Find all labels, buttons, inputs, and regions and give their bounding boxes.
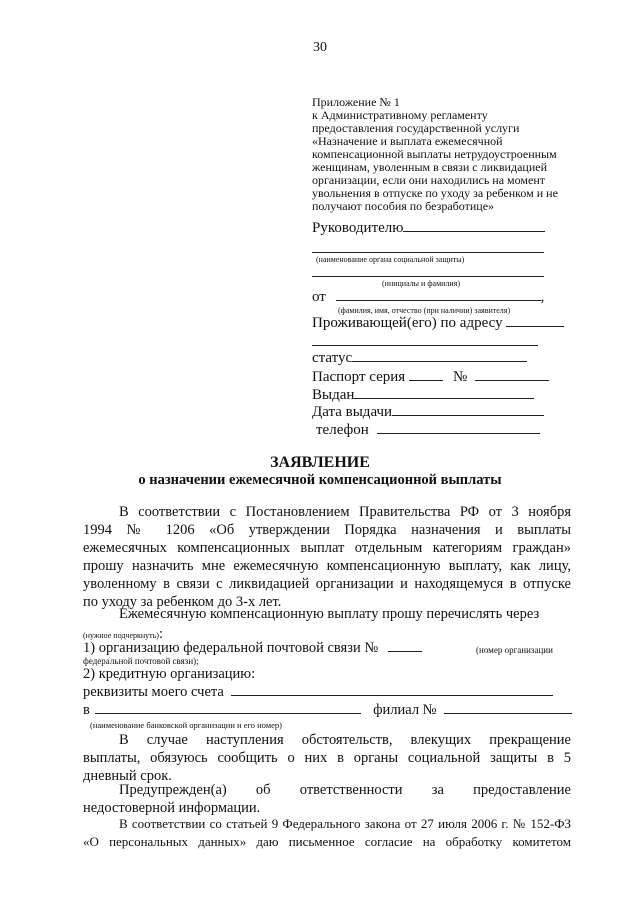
page-number: 30: [313, 40, 327, 55]
paragraph-line: выплаты, обязуюсь сообщить о них в органы социальной защиты в 5: [83, 750, 571, 766]
applicant-field[interactable]: [336, 300, 541, 301]
bank-prefix: в: [83, 702, 90, 718]
paragraph-line: дневный срок.: [83, 768, 172, 784]
phone-label: телефон: [316, 422, 369, 438]
issued-label: Выдан: [312, 387, 355, 403]
bank-row: [83, 702, 572, 719]
paragraph-line: недостоверной информации.: [83, 800, 261, 816]
applicant-caption: (фамилия, имя, отчество (при наличии) заявителя): [338, 306, 511, 315]
paragraph-line: прошу назначить мне ежемесячную компенсационную выплату, как лицу,: [83, 558, 571, 574]
passport-label: Паспорт серия: [312, 369, 406, 385]
paragraph-line: ежемесячных компенсационных выплат отдельным категориям граждан»: [83, 540, 571, 556]
issue-date-field[interactable]: [392, 415, 544, 416]
annex-line: Приложение № 1: [312, 95, 400, 109]
bank-name-field[interactable]: [95, 713, 361, 714]
phone-field[interactable]: [377, 433, 540, 434]
phone-row: [316, 422, 540, 439]
passport-number-sign: №: [452, 369, 468, 385]
document-title: ЗАЯВЛЕНИЕ: [270, 454, 370, 471]
paragraph-line: В соответствии со статьей 9 Федерального закона от 27 июля 2006 г. № 152-ФЗ: [119, 816, 571, 831]
account-field[interactable]: [231, 695, 553, 696]
underline-note: (нужное подчеркнуть): [83, 631, 159, 640]
paragraph-line: уволенному в связи с ликвидацией организации и находящемуся в отпуске: [83, 576, 571, 592]
address-row: [312, 315, 564, 332]
address-label: Проживающей(его) по адресу: [312, 315, 503, 331]
paragraph-line: по уходу за ребенком до 3-х лет.: [83, 594, 282, 610]
paragraph-line: В соответствии с Постановлением Правительства РФ от 3 ноября: [119, 504, 571, 520]
issue-date-label: Дата выдачи: [312, 404, 393, 420]
annex-line: компенсационной выплаты нетрудоустроенным: [312, 147, 557, 161]
annex-line: увольнения в отпуске по уходу за ребенком и не: [312, 186, 558, 200]
option-bank-label: 2) кредитную организацию:: [83, 666, 256, 682]
annex-line: организации, если они находились на момент: [312, 173, 546, 187]
paragraph-line: 1994 № 1206 «Об утверждении Порядка назначения и выплаты: [83, 522, 571, 538]
annex-block: [312, 96, 558, 213]
annex-line: женщинам, уволенным в связи с ликвидацией: [312, 160, 547, 174]
initials-field-line[interactable]: [312, 276, 544, 277]
issued-field[interactable]: [354, 398, 534, 399]
status-field[interactable]: [352, 361, 527, 362]
account-label: реквизиты моего счета: [83, 684, 224, 700]
issued-row: [312, 387, 534, 404]
annex-line: предоставления государственной услуги: [312, 121, 520, 135]
document-subtitle: о назначении ежемесячной компенсационной выплаты: [138, 472, 502, 488]
passport-number-field[interactable]: [475, 380, 549, 381]
postal-note-b: федеральной почтовой связи);: [83, 656, 199, 666]
annex-line: получают пособия по безработице»: [312, 199, 495, 213]
address-field-line-2[interactable]: [312, 345, 538, 346]
status-row: [312, 350, 527, 367]
org-caption: (наименование органа социальной защиты): [316, 255, 465, 264]
passport-row: [312, 369, 549, 386]
paragraph-line: В случае наступления обстоятельств, влекущих прекращение: [119, 732, 571, 748]
paragraph-line: Ежемесячную компенсационную выплату прошу перечислять через: [119, 606, 540, 622]
org-field-line[interactable]: [312, 252, 544, 253]
branch-number-field[interactable]: [444, 713, 572, 714]
bank-caption: (наименование банковской организации и его номер): [90, 720, 282, 730]
initials-caption: (инициалы и фамилия): [382, 279, 461, 288]
option-postal-label: 1) организацию федеральной почтовой связи №: [83, 640, 379, 656]
to-head-label: Руководителю: [312, 220, 404, 236]
from-label: от: [312, 289, 326, 305]
address-field[interactable]: [506, 326, 564, 327]
underline-note-colon: :: [158, 626, 163, 642]
status-label: статус: [312, 350, 353, 366]
paragraph-line: Предупрежден(а) об ответственности за предоставление: [119, 782, 571, 798]
account-row: [83, 684, 553, 701]
passport-series-field[interactable]: [409, 380, 443, 381]
postal-number-field[interactable]: [388, 651, 422, 652]
to-head-row: [312, 220, 545, 237]
head-name-field[interactable]: [403, 231, 545, 232]
postal-note-a: (номер организации: [476, 645, 553, 655]
annex-line: «Назначение и выплата ежемесячной: [312, 134, 503, 148]
paragraph-line: «О персональных данных» даю письменное согласие на обработку комитетом: [83, 834, 571, 849]
from-row: [312, 289, 544, 306]
issue-date-row: [312, 404, 544, 421]
annex-line: к Административному регламенту: [312, 108, 488, 122]
option-postal-row: [83, 640, 422, 657]
from-comma: ,: [540, 289, 545, 305]
branch-label: филиал №: [373, 702, 437, 718]
